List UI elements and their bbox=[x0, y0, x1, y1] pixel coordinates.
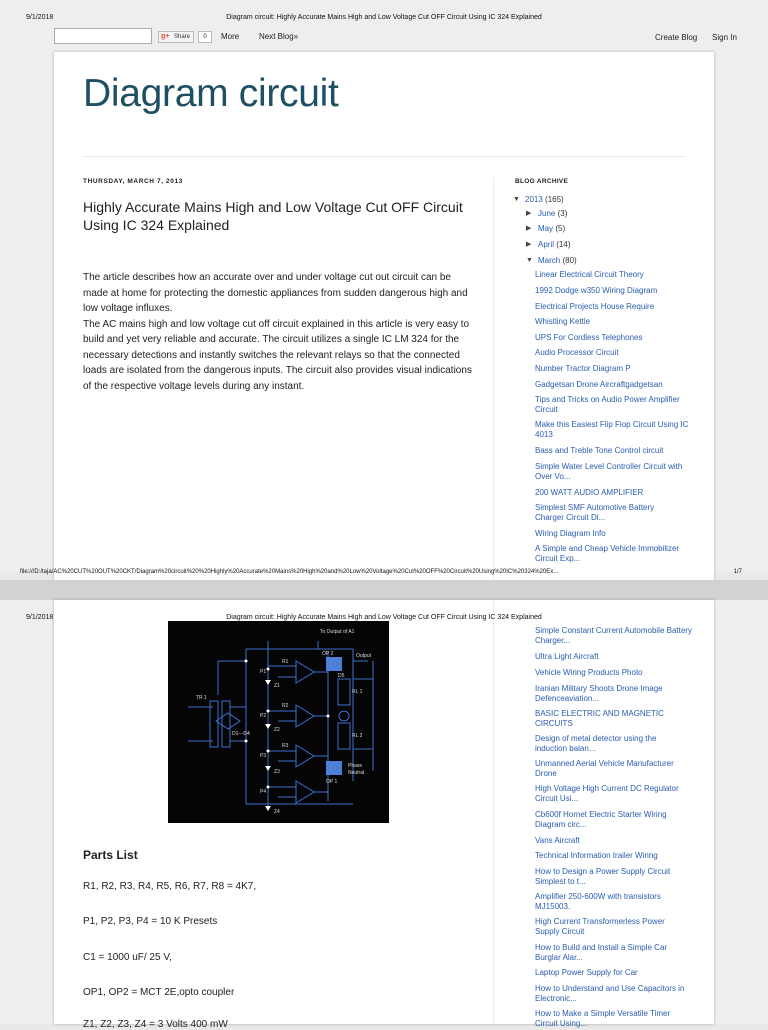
archive-post-link[interactable]: Whistling Kettle bbox=[535, 317, 591, 326]
archive-post-link[interactable]: 200 WATT AUDIO AMPLIFIER bbox=[535, 488, 644, 497]
print-date: 9/1/2018 bbox=[26, 614, 54, 621]
archive-post-link[interactable]: Audio Processor Circuit bbox=[535, 348, 619, 357]
create-blog-link[interactable]: Create Blog bbox=[655, 33, 698, 42]
print-footer bbox=[0, 569, 768, 579]
archive-post-link[interactable]: Vans Aircraft bbox=[535, 836, 580, 845]
archive-post-link[interactable]: How to Design a Power Supply Circuit Simplest to t... bbox=[535, 867, 671, 886]
sidebar-divider bbox=[493, 177, 494, 622]
circuit-label: OP 2 bbox=[322, 651, 334, 657]
circuit-label: P2 bbox=[260, 713, 267, 719]
print-doc-title: Diagram circuit: Highly Accurate Mains High and Low Voltage Cut OFF Circuit Using IC 324 Explained bbox=[226, 614, 542, 621]
print-date: 9/1/2018 bbox=[26, 14, 54, 21]
archive-post-link[interactable]: UPS For Cordless Telephones bbox=[535, 333, 643, 342]
more-link[interactable]: More bbox=[221, 32, 240, 41]
circuit-label: Z3 bbox=[274, 769, 280, 775]
archive-post-link[interactable]: Unmanned Aerial Vehicle Manufacturer Drone bbox=[535, 759, 674, 778]
circuit-label: R1 bbox=[282, 659, 289, 665]
archive-post-link[interactable]: Simplest SMF Automotive Battery Charger Circuit Di... bbox=[535, 503, 655, 522]
parts-list-item: R1, R2, R3, R4, R5, R6, R7, R8 = 4K7, bbox=[83, 881, 257, 892]
archive-post-link[interactable]: Laptop Power Supply for Car bbox=[535, 968, 638, 977]
circuit-label: To Output of A1 bbox=[320, 629, 355, 635]
archive-month[interactable]: ▼ March (80) bbox=[526, 256, 577, 265]
print-header bbox=[0, 0, 768, 28]
archive-post-link[interactable]: Make this Easiest Flip Flop Circuit Using IC 4013 bbox=[535, 420, 689, 439]
circuit-label: Output bbox=[356, 653, 372, 659]
archive-post-link[interactable]: 1992 Dodge w350 Wiring Diagram bbox=[535, 286, 658, 295]
opto-coupler-icon bbox=[326, 761, 342, 775]
circuit-svg bbox=[168, 621, 389, 823]
archive-post-link[interactable]: High Voltage High Current DC Regulator Circuit Usi... bbox=[535, 784, 679, 803]
print-doc-title: Diagram circuit: Highly Accurate Mains High and Low Voltage Cut OFF Circuit Using IC 324 Explained bbox=[226, 14, 542, 21]
archive-post-link[interactable]: Ultra Light Aircraft bbox=[535, 652, 599, 661]
archive-month[interactable]: ▶ June (3) bbox=[526, 209, 568, 218]
circuit-label: RL 1 bbox=[352, 689, 363, 695]
archive-post-link[interactable]: Amplifier 250-600W with transistors MJ15003. bbox=[535, 892, 661, 911]
gplus-share-button[interactable] bbox=[158, 31, 194, 43]
circuit-label: R2 bbox=[282, 703, 289, 709]
circuit-label: R3 bbox=[282, 743, 289, 749]
archive-post-link[interactable]: Technical Information trailer Wiring bbox=[535, 851, 658, 860]
post-title[interactable]: Highly Accurate Mains High and Low Voltage Cut OFF Circuit Using IC 324 Explained bbox=[83, 199, 463, 233]
circuit-label: Phase bbox=[348, 763, 363, 769]
next-blog-link[interactable]: Next Blog» bbox=[259, 32, 299, 41]
opto-coupler-icon bbox=[326, 657, 342, 671]
archive-year-2013[interactable]: ▼ 2013 (165) bbox=[513, 195, 564, 204]
sidebar-divider bbox=[493, 600, 494, 1024]
print-page-number: 1/7 bbox=[733, 569, 742, 575]
archive-post-link[interactable]: Linear Electrical Circuit Theory bbox=[535, 270, 644, 279]
share-count: 0 bbox=[198, 31, 212, 43]
blogger-navbar bbox=[0, 26, 768, 48]
parts-list-item: Z1, Z2, Z3, Z4 = 3 Volts 400 mW bbox=[83, 1019, 228, 1030]
archive-post-link[interactable]: BASIC ELECTRIC AND MAGNETIC CIRCUITS bbox=[535, 709, 664, 728]
share-label: Share bbox=[174, 34, 191, 40]
post-paragraph: The AC mains high and low voltage cut off circuit explained in this article is very easy to build and yet very reliable and accurate. The circuit utilizes a single IC LM 324 for the necessary detections and instantly switches the relevant relays so that the connected loads are isolated from the dangerous inputs. The circuit also provides visual indications of the respective voltage levels during any instant. bbox=[83, 318, 472, 392]
archive-post-link[interactable]: Gadgetsan Drone Aircraftgadgetsan bbox=[535, 380, 663, 389]
expand-right-icon[interactable]: ▶ bbox=[526, 241, 532, 248]
circuit-label: Z1 bbox=[274, 683, 280, 689]
expand-right-icon[interactable]: ▶ bbox=[526, 210, 532, 217]
archive-month[interactable]: ▶ May (5) bbox=[526, 224, 566, 233]
expand-right-icon[interactable]: ▶ bbox=[526, 225, 532, 232]
parts-list-heading: Parts List bbox=[83, 848, 138, 862]
parts-list-item: OP1, OP2 = MCT 2E,opto coupler bbox=[83, 987, 235, 998]
archive-post-link[interactable]: Vehicle Wiring Products Photo bbox=[535, 668, 643, 677]
print-footer-url: file:///D:/taja/AC%20CUT%20OUT%20CKT/Diagram%20circuit%20%20Highly%20Accurate%20Mains%20High%20and%20Low%20Voltage%20Cut%20OFF%20Circuit%20Using%20IC%20324%20Ex... bbox=[20, 569, 559, 575]
circuit-label: TR 1 bbox=[196, 695, 207, 701]
archive-post-link[interactable]: How to Understand and Use Capacitors in Electronic... bbox=[535, 984, 685, 1003]
post-body bbox=[83, 270, 478, 394]
print-page-2 bbox=[0, 600, 768, 1030]
circuit-label: D5 bbox=[338, 673, 345, 679]
expand-down-icon[interactable]: ▼ bbox=[513, 196, 520, 203]
circuit-label: Neutral bbox=[348, 770, 365, 776]
gplus-icon: g+ bbox=[161, 33, 170, 40]
header-divider bbox=[83, 156, 685, 157]
archive-post-link[interactable]: Number Tractor Diagram P bbox=[535, 364, 631, 373]
sign-in-link[interactable]: Sign In bbox=[712, 33, 737, 42]
circuit-label: D1---D4 bbox=[232, 731, 250, 737]
post-date: THURSDAY, MARCH 7, 2013 bbox=[83, 178, 183, 185]
archive-post-link[interactable]: Tips and Tricks on Audio Power Amplifier Circuit bbox=[535, 395, 680, 414]
parts-list-item: P1, P2, P3, P4 = 10 K Presets bbox=[83, 916, 218, 927]
post-paragraph: The article describes how an accurate over and under voltage cut out circuit can be made at home for protecting the domestic appliances from sudden dangerous high and low voltage influxes. bbox=[83, 272, 468, 314]
archive-post-link[interactable]: High Current Transformerless Power Supply Circuit bbox=[535, 917, 665, 936]
archive-post-link[interactable]: Simple Constant Current Automobile Battery Charger... bbox=[535, 626, 692, 645]
blog-content bbox=[54, 52, 714, 582]
archive-post-link[interactable]: How to Build and Install a Simple Car Burglar Alar... bbox=[535, 943, 668, 962]
circuit-label: P1 bbox=[260, 669, 267, 675]
archive-post-link[interactable]: Wiring Diagram Info bbox=[535, 529, 606, 538]
circuit-label: RL 2 bbox=[352, 733, 363, 739]
blog-title[interactable]: Diagram circuit bbox=[83, 72, 339, 115]
expand-down-icon[interactable]: ▼ bbox=[526, 257, 533, 264]
print-header bbox=[0, 600, 768, 628]
archive-post-link[interactable]: Bass and Treble Tone Control circuit bbox=[535, 446, 664, 455]
circuit-label: P4 bbox=[260, 789, 267, 795]
archive-post-link[interactable]: Design of metal detector using the induction balan... bbox=[535, 734, 657, 753]
archive-post-link[interactable]: Iranian Military Shoots Drone Image Defenceaviation... bbox=[535, 684, 663, 703]
circuit-label: P3 bbox=[260, 753, 267, 759]
parts-list-item: C1 = 1000 uF/ 25 V, bbox=[83, 952, 172, 963]
circuit-diagram-image bbox=[168, 621, 389, 823]
archive-post-link[interactable]: Simple Water Level Controller Circuit with Over Vo... bbox=[535, 462, 683, 481]
archive-heading: BLOG ARCHIVE bbox=[515, 178, 569, 185]
page-gap bbox=[0, 580, 768, 600]
archive-post-link[interactable]: Cb600f Hornet Electric Starter Wiring Diagram circ... bbox=[535, 810, 667, 829]
circuit-label: OP 1 bbox=[326, 779, 338, 785]
circuit-label: Z4 bbox=[274, 809, 280, 815]
archive-post-link[interactable]: A Simple and Cheap Vehicle Immobilizer Circuit Exp... bbox=[535, 544, 680, 563]
archive-month[interactable]: ▶ April (14) bbox=[526, 240, 571, 249]
archive-post-link[interactable]: How to Make a Simple Versatile Timer Circuit Using... bbox=[535, 1009, 671, 1028]
archive-post-link[interactable]: Electrical Projects House Require bbox=[535, 302, 655, 311]
blog-content bbox=[54, 600, 714, 1030]
navbar-search-input[interactable] bbox=[54, 28, 152, 44]
circuit-label: Z2 bbox=[274, 727, 280, 733]
